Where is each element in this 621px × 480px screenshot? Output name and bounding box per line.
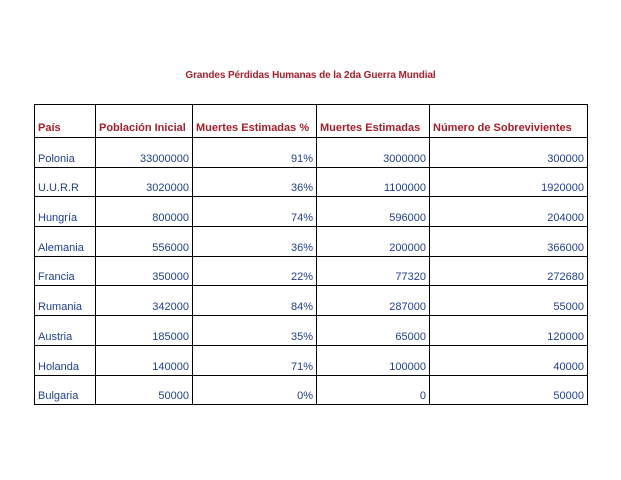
table-row [35,286,588,316]
cell-survivors: 120000 [430,316,588,346]
cell-country: Polonia [35,138,96,168]
cell-survivors: 300000 [430,138,588,168]
cell-initial-population: 800000 [96,197,193,227]
cell-initial-population: 33000000 [96,138,193,168]
cell-deaths-percent: 36% [193,167,317,197]
header-initial-population: Población Inicial [96,105,193,138]
cell-deaths-percent: 71% [193,345,317,375]
header-estimated-deaths-percent: Muertes Estimadas % [193,105,317,138]
page-title: Grandes Pérdidas Humanas de la 2da Guerra Mundial [185,70,436,81]
cell-country: Hungría [35,197,96,227]
cell-initial-population: 342000 [96,286,193,316]
cell-deaths-percent: 36% [193,227,317,257]
cell-country: Rumania [35,286,96,316]
cell-survivors: 40000 [430,345,588,375]
cell-initial-population: 50000 [96,375,193,405]
cell-country: Francia [35,256,96,286]
header-row [35,105,588,138]
table-row [35,256,588,286]
header-country: País [35,105,96,138]
cell-initial-population: 140000 [96,345,193,375]
cell-initial-population: 3020000 [96,167,193,197]
cell-survivors: 1920000 [430,167,588,197]
cell-country: Austria [35,316,96,346]
cell-deaths: 0 [317,375,430,405]
cell-deaths: 77320 [317,256,430,286]
cell-survivors: 50000 [430,375,588,405]
table-body [35,138,588,405]
table-header [35,105,588,138]
header-survivors: Número de Sobrevivientes [430,105,588,138]
cell-deaths-percent: 35% [193,316,317,346]
table-row [35,375,588,405]
cell-initial-population: 185000 [96,316,193,346]
table-row [35,138,588,168]
table-row [35,345,588,375]
cell-survivors: 204000 [430,197,588,227]
cell-deaths: 200000 [317,227,430,257]
cell-country: Bulgaria [35,375,96,405]
table-row [35,227,588,257]
cell-deaths: 100000 [317,345,430,375]
cell-initial-population: 556000 [96,227,193,257]
cell-initial-population: 350000 [96,256,193,286]
cell-country: Holanda [35,345,96,375]
cell-deaths-percent: 74% [193,197,317,227]
header-estimated-deaths: Muertes Estimadas [317,105,430,138]
cell-deaths-percent: 84% [193,286,317,316]
table-row [35,167,588,197]
table-row [35,316,588,346]
cell-deaths: 287000 [317,286,430,316]
cell-deaths: 3000000 [317,138,430,168]
losses-table [34,104,588,405]
cell-deaths: 1100000 [317,167,430,197]
cell-deaths: 596000 [317,197,430,227]
cell-country: U.U.R.R [35,167,96,197]
cell-survivors: 55000 [430,286,588,316]
table-row [35,197,588,227]
cell-country: Alemania [35,227,96,257]
cell-deaths-percent: 0% [193,375,317,405]
cell-deaths: 65000 [317,316,430,346]
cell-survivors: 366000 [430,227,588,257]
cell-deaths-percent: 91% [193,138,317,168]
cell-deaths-percent: 22% [193,256,317,286]
cell-survivors: 272680 [430,256,588,286]
